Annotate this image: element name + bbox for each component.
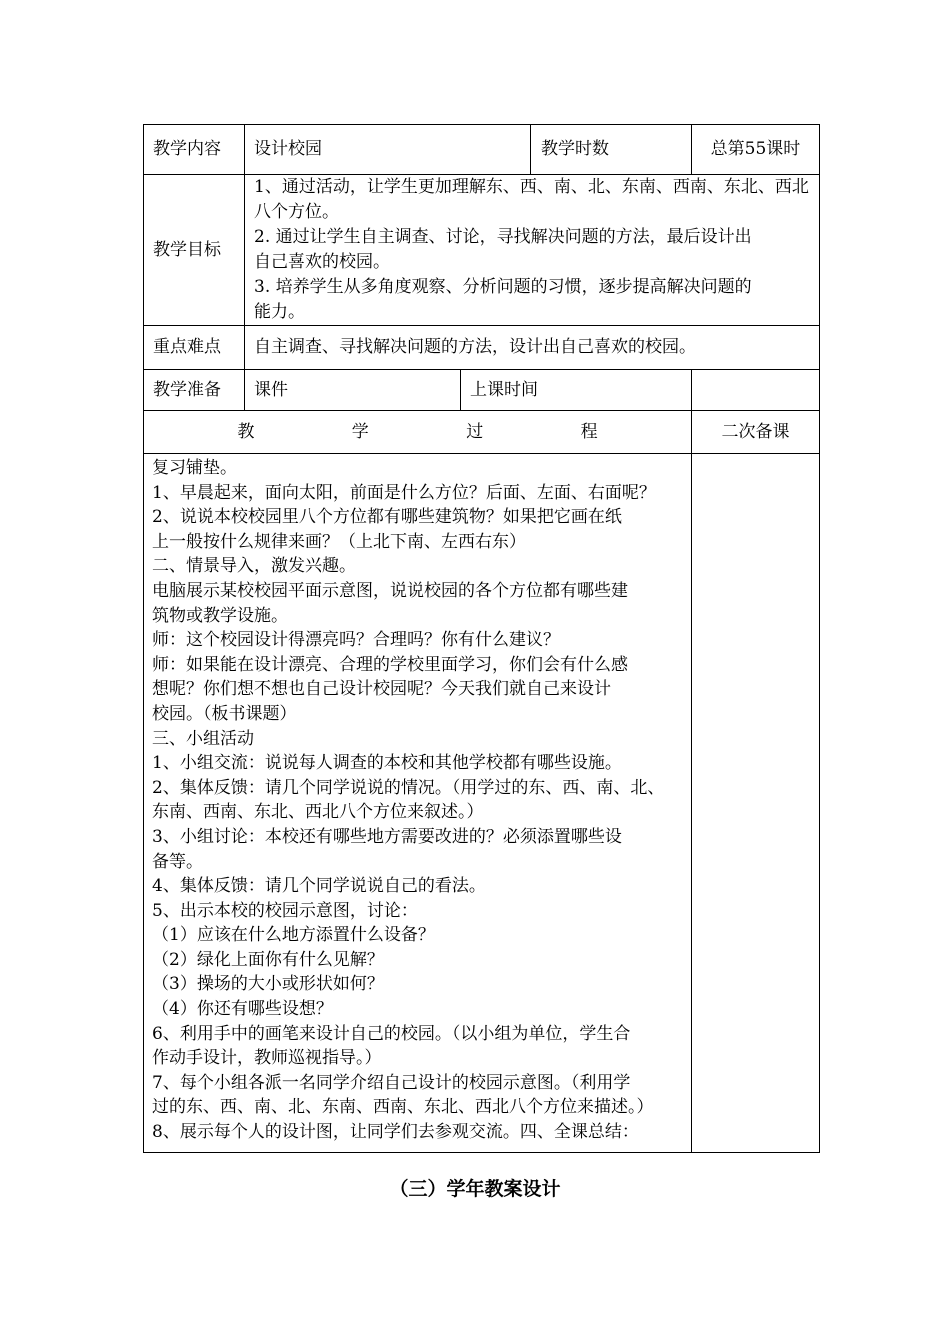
process-line: 复习铺垫。 [152,458,237,478]
preparation-value: 课件 [245,370,461,411]
teaching-content-label: 教学内容 [144,125,245,175]
key-points-text: 自主调查、寻找解决问题的方法，设计出自己喜欢的校园。 [245,326,820,370]
process-line: 5、出示本校的校园示意图，讨论： [152,900,418,921]
process-line: 1、早晨起来，面向太阳，前面是什么方位？后面、左面、右面呢？ [152,482,656,503]
process-heading-char: 过 [466,421,484,442]
teaching-goals-label: 教学目标 [144,175,245,326]
process-line: （4）你还有哪些设想？ [152,999,333,1020]
process-line: 6、利用手中的画笔来设计自己的校园。（以小组为单位，学生合 [152,1023,631,1044]
row-key-points [144,326,820,370]
goal-line: 2. 通过让学生自主调查、讨论，寻找解决问题的方法，最后设计出 [254,227,752,247]
row-process-body [144,454,820,1153]
process-line: 三、小组活动 [152,728,254,749]
process-line: 电脑展示某校校园平面示意图，说说校园的各个方位都有哪些建 [152,580,628,601]
teaching-goals-text [245,175,820,326]
process-line: （1）应该在什么地方添置什么设备？ [152,925,435,946]
process-line: 8、展示每个人的设计图，让同学们去参观交流。四、全课总结： [152,1122,639,1143]
teaching-content-value: 设计校园 [245,125,531,175]
process-line: 1、小组交流：说说每人调查的本校和其他学校都有哪些设施。 [152,753,622,774]
class-time-label: 上课时间 [461,370,692,411]
lesson-plan-table [143,124,819,1153]
process-line: 2、集体反馈：请几个同学说说的情况。（用学过的东、西、南、北、 [152,777,665,798]
process-line: （3）操场的大小或形状如何？ [152,974,384,995]
preparation-label: 教学准备 [144,370,245,411]
process-heading-char: 教 [237,421,255,442]
process-line: 师：如果能在设计漂亮、合理的学校里面学习，你们会有什么感 [152,654,628,675]
process-line: 校园。（板书课题） [152,703,297,724]
process-line: 3、小组讨论：本校还有哪些地方需要改进的？必须添置哪些设 [152,826,622,847]
goal-line: 3. 培养学生从多角度观察、分析问题的习惯，逐步提高解决问题的 [254,277,752,297]
row-preparation [144,370,820,411]
process-line: 上一般按什么规律来画？（上北下南、左西右东） [152,531,526,552]
process-line: 作动手设计，教师巡视指导。） [152,1048,382,1069]
goal-line: 八个方位。 [254,202,339,222]
row-teaching-goals [144,175,820,326]
process-heading-char: 学 [351,421,369,442]
process-line: 7、每个小组各派一名同学介绍自己设计的校园示意图。（利用学 [152,1072,631,1093]
goal-line: 自己喜欢的校园。 [254,252,390,272]
second-preparation-label: 二次备课 [692,411,820,454]
process-line: 东南、西南、东北、西北八个方位来叙述。） [152,802,484,823]
row-teaching-content [144,125,820,175]
process-line: 二、情景导入，激发兴趣。 [152,556,356,577]
teaching-process-text [144,454,692,1153]
process-line: 2、说说本校校园里八个方位都有哪些建筑物？如果把它画在纸 [152,507,622,528]
second-preparation-cell [692,454,820,1153]
teaching-hours-value: 总第55课时 [692,125,820,175]
process-line: 想呢？你们想不想也自己设计校园呢？今天我们就自己来设计 [152,679,611,700]
goal-line: 1、通过活动，让学生更加理解东、西、南、北、东南、西南、东北、西北 [254,177,809,197]
teaching-process-heading [144,411,692,454]
row-process-header [144,411,820,454]
class-time-value [692,370,820,411]
process-line: 师：这个校园设计得漂亮吗？合理吗？你有什么建议？ [152,630,560,651]
process-line: 备等。 [152,851,203,872]
process-line: 过的东、西、南、北、东南、西南、东北、西北八个方位来描述。） [152,1097,654,1118]
process-heading-char: 程 [580,421,598,442]
goal-line: 能力。 [254,302,305,322]
key-points-label: 重点难点 [144,326,245,370]
section-title: （三）学年教案设计 [389,1178,561,1200]
process-line: （2）绿化上面你有什么见解？ [152,949,384,970]
process-line: 筑物或教学设施。 [152,605,288,626]
process-line: 4、集体反馈：请几个同学说说自己的看法。 [152,876,486,897]
teaching-hours-label: 教学时数 [531,125,692,175]
